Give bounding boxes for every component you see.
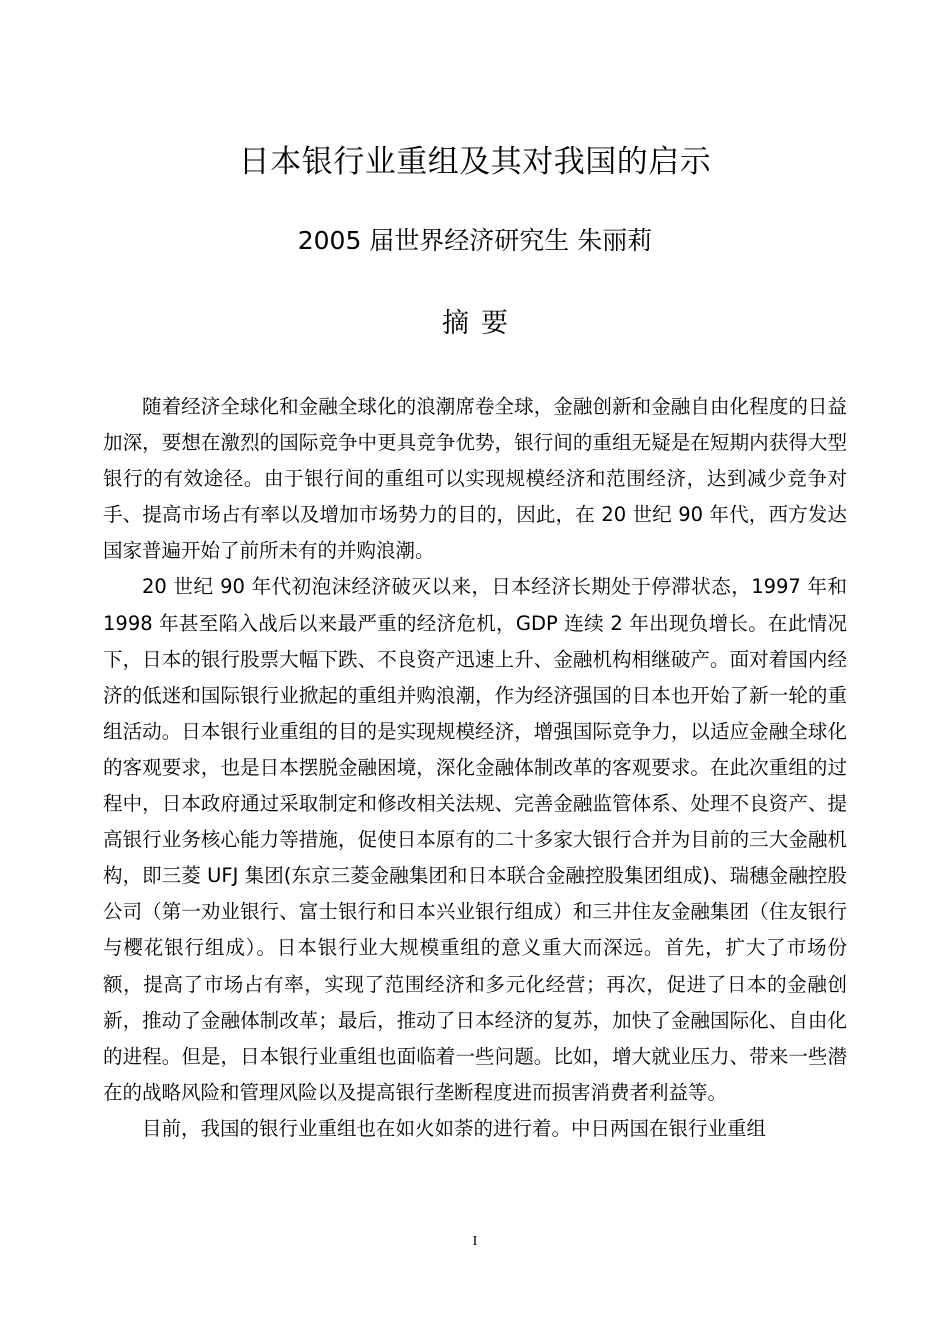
paragraph-1: 随着经济全球化和金融全球化的浪潮席卷全球，金融创新和金融自由化程度的日益加深，要想在激烈的国际竞争中更具竞争优势，银行间的重组无疑是在短期内获得大型银行的有效途径。由于银行间的重组可以实现规模经济和范围经济，达到减少竞争对手、提高市场占有率以及增加市场势力的目的，因此，在 20 世纪 90 年代，西方发达国家普遍开始了前所未有的并购浪潮。 bbox=[103, 395, 847, 563]
abstract-body bbox=[103, 389, 847, 1147]
abstract-heading: 摘要 bbox=[442, 308, 520, 339]
paragraph-3: 目前，我国的银行业重组也在如火如荼的进行着。中日两国在银行业重组 bbox=[142, 1116, 767, 1140]
paragraph-2: 20 世纪 90 年代初泡沫经济破灭以来，日本经济长期处于停滞状态，1997 年和 1998 年甚至陷入战后以来最严重的经济危机，GDP 连续 2 年出现负增长。在此情况下，日本的银行股票大幅下跌、不良资产迅速上升、金融机构相继破产。面对着国内经济的低迷和国际银行业掀起的重组并购浪潮，作为经济强国的日本也开始了新一轮的重组活动。日本银行业重组的目的是实现规模经济，增强国际竞争力，以适应金融全球化的客观要求，也是日本摆脱金融困境，深化金融体制改革的客观要求。在此次重组的过程中，日本政府通过采取制定和修改相关法规、完善金融监管体系、处理不良资产、提高银行业务核心能力等措施，促使日本原有的二十多家大银行合并为目前的三大金融机构，即三菱 UFJ 集团(东京三菱金融集团和日本联合金融控股集团组成)、瑞穗金融控股公司（第一劝业银行、富士银行和日本兴业银行组成）和三井住友金融集团（住友银行与樱花银行组成）。日本银行业大规模重组的意义重大而深远。首先，扩大了市场份额，提高了市场占有率，实现了范围经济和多元化经营；再次，促进了日本的金融创新，推动了金融体制改革；最后，推动了日本经济的复苏，加快了金融国际化、自由化的进程。但是，日本银行业重组也面临着一些问题。比如，增大就业压力、带来一些潜在的战略风险和管理风险以及提高银行垄断程度进而损害消费者利益等。 bbox=[103, 575, 847, 1104]
page-number: I bbox=[472, 1234, 478, 1249]
document-title: 日本银行业重组及其对我国的启示 bbox=[238, 144, 712, 180]
author-line: 2005 届世界经济研究生 朱丽莉 bbox=[297, 226, 653, 255]
